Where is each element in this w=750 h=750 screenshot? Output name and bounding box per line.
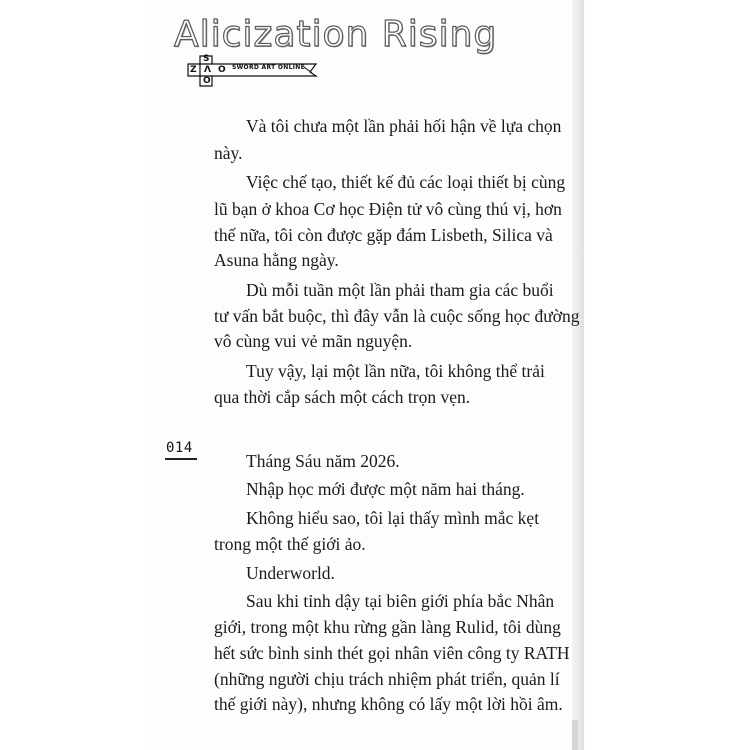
text-line: hết sức bình sinh thét gọi nhân viên công ty RATH bbox=[214, 643, 570, 663]
text-line: thế giới này), nhưng không có lấy một lời hồi âm. bbox=[214, 694, 563, 714]
text-line: Tuy vậy, lại một lần nữa, tôi không thể trải bbox=[246, 361, 545, 381]
text-line: qua thời cắp sách một cách trọn vẹn. bbox=[214, 387, 471, 407]
text-line: Dù mỗi tuần một lần phải tham gia các buổi bbox=[246, 280, 554, 300]
logo-letter-z: Z bbox=[190, 65, 197, 75]
logo-letter-a: Λ bbox=[204, 65, 211, 75]
text-line: (những người chịu trách nhiệm phát triển, quản lí bbox=[214, 669, 560, 689]
text-line: trong một thế giới ảo. bbox=[214, 534, 366, 554]
text-line: tư vấn bắt buộc, thì đây vẫn là cuộc sống học đường bbox=[214, 306, 580, 326]
logo-subtitle: SWORD ART ONLINE bbox=[232, 64, 306, 71]
text-line: Nhập học mới được một năm hai tháng. bbox=[246, 479, 525, 499]
text-line: thế nữa, tôi còn được gặp đám Lisbeth, Silica và bbox=[214, 225, 553, 245]
logo-letter-s: S bbox=[203, 54, 210, 64]
series-title: Alicization Rising bbox=[174, 14, 498, 55]
logo-letter-o2: O bbox=[203, 76, 211, 86]
text-line: lũ bạn ở khoa Cơ học Điện tử vô cùng thú vị, hơn bbox=[214, 199, 562, 219]
logo-letter-o: O bbox=[218, 65, 226, 75]
text-line: giới, trong một khu rừng gần làng Rulid, tôi dùng bbox=[214, 617, 561, 637]
text-line: Asuna hằng ngày. bbox=[214, 250, 339, 270]
text-line: này. bbox=[214, 143, 243, 163]
text-line: Và tôi chưa một lần phải hối hận về lựa chọn bbox=[246, 116, 562, 136]
text-line: Underworld. bbox=[246, 563, 335, 583]
page-number: 014 bbox=[166, 440, 193, 456]
text-line: Tháng Sáu năm 2026. bbox=[246, 451, 400, 471]
text-line: Không hiểu sao, tôi lại thấy mình mắc kẹt bbox=[246, 508, 540, 528]
text-line: vô cùng vui vẻ mãn nguyện. bbox=[214, 331, 413, 351]
text-line: Sau khi tỉnh dậy tại biên giới phía bắc Nhân bbox=[246, 591, 555, 611]
text-line: Việc chế tạo, thiết kế đủ các loại thiết bị cùng bbox=[246, 172, 566, 192]
